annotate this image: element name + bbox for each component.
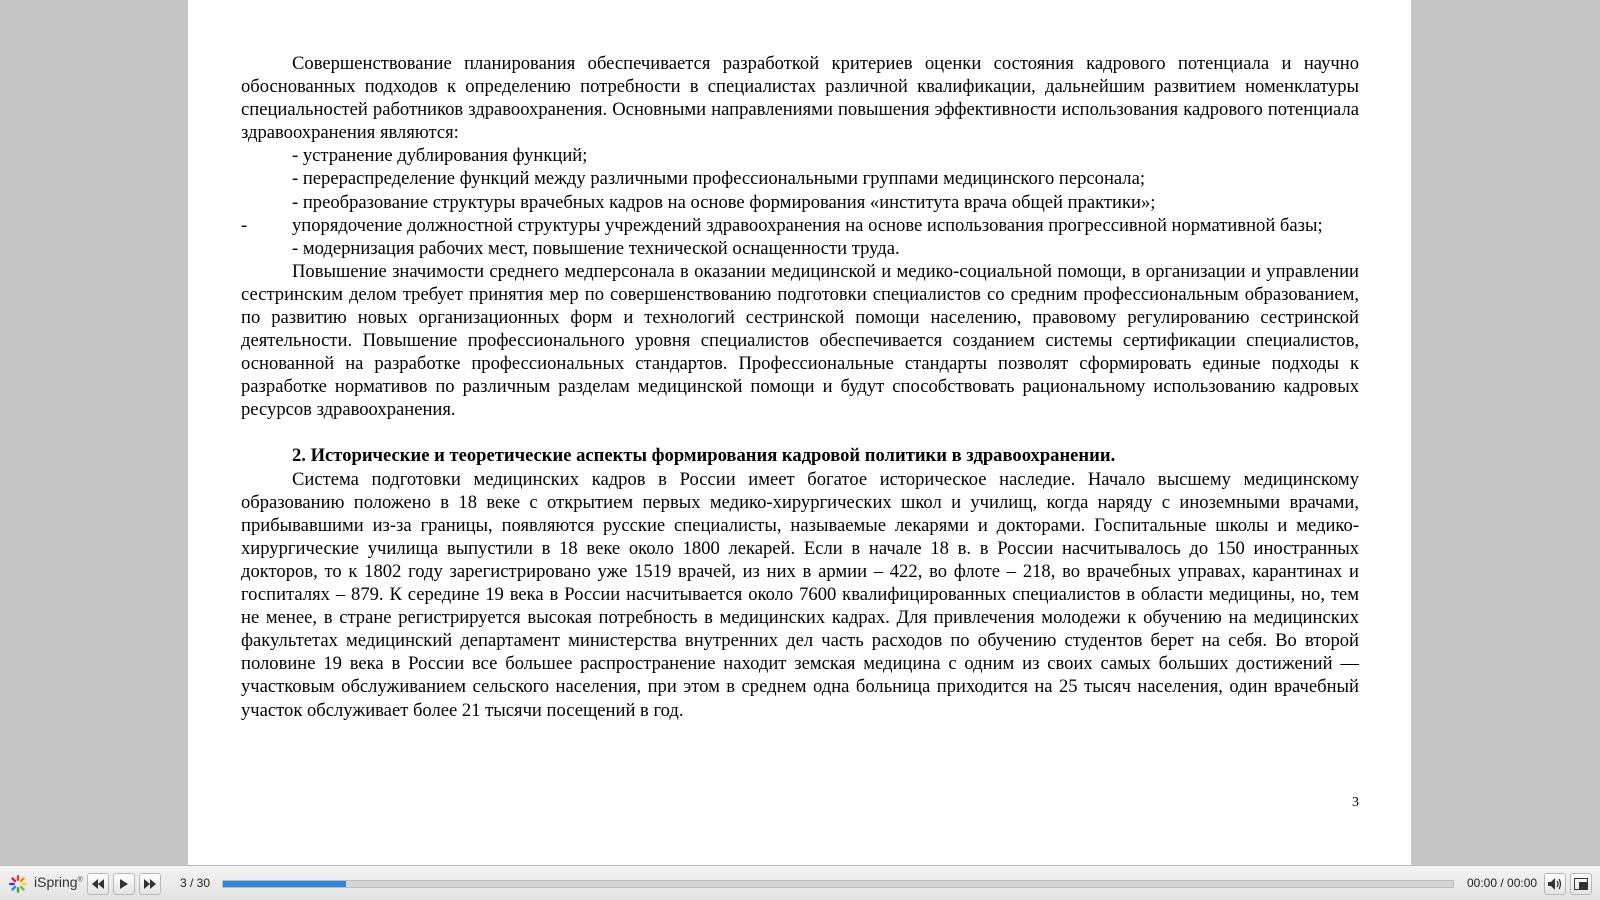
paragraph-history: Система подготовки медицинских кадров в России имеет богатое историческое наследие. Начало высшему медицинскому образованию положено в 18 веке с открытием первых медико-хирургических школ и училищ, когда наряду с иноземными врачами, прибывавшими из-за границы, появляются русские специалисты, называемые лекарями и докторами. Госпитальные школы и медико-хирургические училища выпустили в 18 веке около 1800 лекарей. Если в начале 18 в. в России насчитывалось до 150 иностранных докторов, то к 1802 году зарегистрировано уже 1519 врачей, из них в армии – 422, во флоте – 218, во врачебных управах, карантинах и госпиталях – 879. К середине 19 века в России насчитывается около 7600 квалифицированных специалистов в области медицины, но, тем не менее, в стране регистрируется высокая потребность в медицинских кадрах. Для привлечения молодежи к обучению на медицинских факультетах медицинский департамент министерства внутренних дел часть расходов по обучению студентов берет на себя. Во второй половине 19 века в России все большее распространение находит земская медицина с одним из своих самых больших достижений — участковым обслуживанием сельского населения, при этом в среднем одна больница приходится на 25 тысяч населения, один врачебный участок обслуживает более 21 тысячи посещений в год. [241, 468, 1359, 721]
list-item: - модернизация рабочих мест, повышение технической оснащенности труда. [292, 237, 900, 259]
list-item: - перераспределение функций между различными профессиональными группами медицинского персонала; [292, 168, 1146, 190]
progress-track[interactable] [222, 880, 1454, 888]
list-item: - преобразование структуры врачебных кадров на основе формирования «института врача общей практики»; [292, 191, 1156, 213]
list-item: - устранение дублирования функций; [292, 145, 588, 167]
time-display: 00:00 / 00:00 [1467, 876, 1538, 890]
volume-icon [1548, 878, 1562, 890]
fullscreen-button[interactable] [1570, 873, 1592, 895]
section-heading: 2. Исторические и теоретические аспекты формирования кадровой политики в здравоохранении. [292, 444, 1116, 466]
next-icon [144, 879, 156, 889]
player-toolbar [0, 865, 1600, 900]
list-item-text: упорядочение должностной структуры учреждений здравоохранения на основе использования прогрессивной нормативной базы; [292, 214, 1323, 236]
ispring-logo-icon [8, 874, 28, 894]
paragraph-nursing: Повышение значимости среднего медперсонала в оказании медицинской и медико-социальной помощи, в организации и управлении сестринским делом требует принятия мер по совершенствованию подготовки специалистов со средним профессиональным образованием, по развитию новых организационных форм и технологий сестринской помощи населению, правовому регулированию сестринской деятельности. Повышение профессионального уровня специалистов обеспечивается созданием системы сертификации специалистов, основанной на разработке профессиональных стандартов. Профессиональные стандарты позволят сформировать единые подходы к разработке нормативов по различным разделам медицинской помощи и будут способствовать рациональному использованию кадровых ресурсов здравоохранения. [241, 260, 1359, 421]
fullscreen-icon [1574, 878, 1588, 890]
brand-name: iSpring® [34, 874, 83, 890]
paragraph-planning: Совершенствование планирования обеспечивается разработкой критериев оценки состояния кадрового потенциала и научно обоснованных подходов к определению потребности в специалистах различной квалификации, дальнейшим развитием номенклатуры специальностей работников здравоохранения. Основными направлениями повышения эффективности использования кадрового потенциала здравоохранения являются: [241, 53, 1359, 144]
previous-slide-button[interactable] [87, 873, 109, 895]
document-page [188, 0, 1411, 865]
list-dash: - [241, 214, 248, 236]
list-item-hanging [241, 214, 1359, 237]
slide-counter: 3 / 30 [180, 876, 211, 890]
page-number: 3 [1352, 795, 1359, 810]
next-slide-button[interactable] [139, 873, 161, 895]
progress-fill [223, 881, 346, 887]
volume-button[interactable] [1544, 873, 1566, 895]
play-icon [119, 879, 129, 889]
prev-icon [92, 879, 104, 889]
play-button[interactable] [113, 873, 135, 895]
